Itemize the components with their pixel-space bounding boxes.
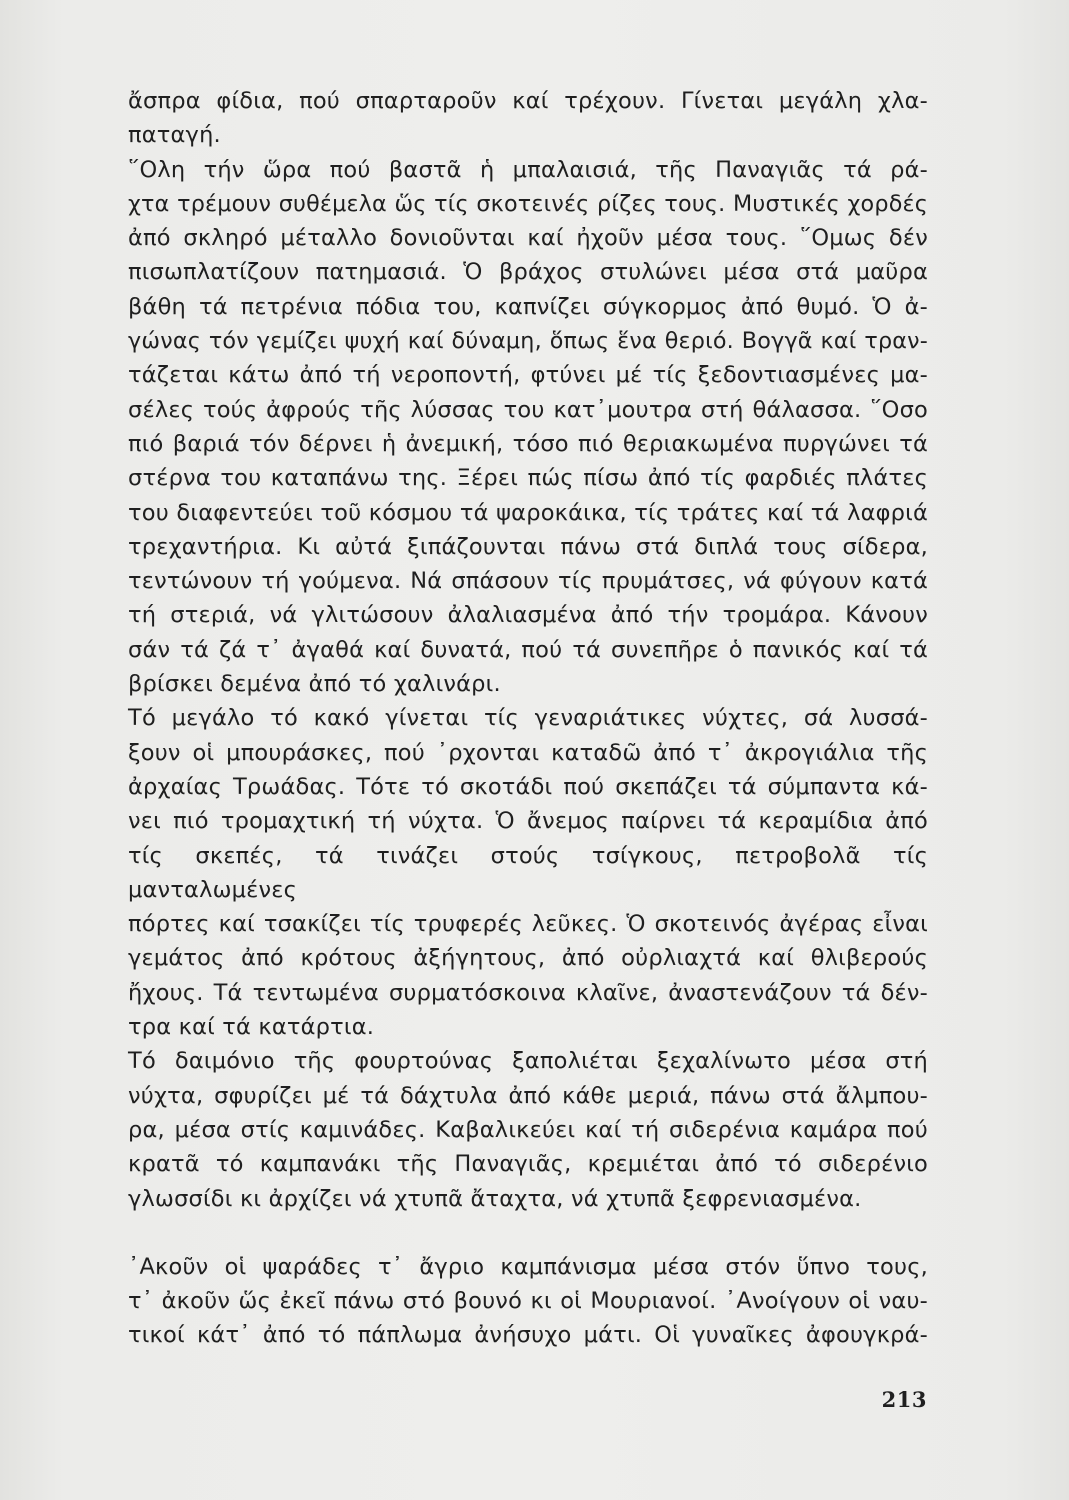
text-line: ἤχους. Τά τεντωμένα συρματόσκοινα κλαῖνε, ἀναστενάζουν τά δέν- <box>128 979 928 1006</box>
text-line: ρα, μέσα στίς καμινάδες. Καβαλικεύει καί τή σιδερένια καμάρα πού <box>128 1116 928 1143</box>
text-line: τ᾿ ἀκοῦν ὥς ἐκεῖ πάνω στό βουνό κι οἱ Μουριανοί. ᾿Ανοίγουν οἱ ναυ- <box>128 1288 928 1315</box>
text-line: γεμάτος ἀπό κρότους ἀξήγητους, ἀπό οὐρλιαχτά καί θλιβερούς <box>128 945 928 972</box>
text-line: γώνας τόν γεμίζει ψυχή καί δύναμη, ὅπως ἕνα θεριό. Βογγᾶ καί τραν- <box>128 328 928 355</box>
text-line: στέρνα του καταπάνω της. Ξέρει πώς πίσω ἀπό τίς φαρδιές πλάτες <box>128 465 928 492</box>
text-line: τρα καί τά κατάρτια. <box>128 1014 375 1041</box>
text-line: πόρτες καί τσακίζει τίς τρυφερές λεῦκες. Ὁ σκοτεινός ἀγέρας εἶναι <box>128 911 928 938</box>
text-line: ἀρχαίας Τρωάδας. Τότε τό σκοτάδι πού σκεπάζει τά σύμπαντα κά- <box>128 773 928 800</box>
text-line: παταγή. <box>128 122 221 149</box>
text-line: σέλες τούς ἀφρούς τῆς λύσσας του κατ᾿μουτρα στή θάλασσα. ῞Οσο <box>128 396 928 423</box>
text-line: Τό δαιμόνιο τῆς φουρτούνας ξαπολιέται ξεχαλίνωτο μέσα στή <box>128 1048 928 1075</box>
body-text <box>128 84 928 1353</box>
text-line: τάζεται κάτω ἀπό τή νεροποντή, φτύνει μέ τίς ξεδοντιασμένες μα- <box>128 362 928 389</box>
text-line: τικοί κάτ᾿ ἀπό τό πάπλωμα ἀνήσυχο μάτι. Οἱ γυναῖκες ἀφουγκρά- <box>128 1322 928 1349</box>
text-line: νύχτα, σφυρίζει μέ τά δάχτυλα ἀπό κάθε μεριά, πάνω στά ἄλμπου- <box>128 1082 928 1109</box>
text-line: ἄσπρα φίδια, πού σπαρταροῦν καί τρέχουν. Γίνεται μεγάλη χλα- <box>128 88 928 114</box>
text-line: ξουν οἱ μπουράσκες, πού ᾿ρχονται καταδῶ ἀπό τ᾿ ἀκρογιάλια τῆς <box>128 739 928 766</box>
text-line: τεντώνουν τή γούμενα. Νά σπάσουν τίς πρυμάτσες, νά φύγουν κατά <box>128 568 928 595</box>
paragraph-gap <box>128 1216 928 1250</box>
text-line: πιό βαριά τόν δέρνει ἡ ἀνεμική, τόσο πιό θεριακωμένα πυργώνει τά <box>128 430 928 457</box>
text-line: του διαφεντεύει τοῦ κόσμου τά ψαροκάικα, τίς τράτες καί τά λαφριά <box>128 499 928 526</box>
text-line: βάθη τά πετρένια πόδια του, καπνίζει σύγκορμος ἀπό θυμό. Ὁ ἀ- <box>128 293 928 320</box>
text-line: χτα τρέμουν συθέμελα ὥς τίς σκοτεινές ρίζες τους. Μυστικές χορδές <box>128 190 928 217</box>
page-number: 213 <box>881 1387 927 1412</box>
text-line: τή στεριά, νά γλιτώσουν ἀλαλιασμένα ἀπό τήν τρομάρα. Κάνουν <box>128 602 928 629</box>
text-line: νει πιό τρομαχτική τή νύχτα. Ὁ ἄνεμος παίρνει τά κεραμίδια ἀπό <box>128 808 928 835</box>
text-line: Τό μεγάλο τό κακό γίνεται τίς γεναριάτικες νύχτες, σά λυσσά- <box>128 705 928 732</box>
text-line: σάν τά ζά τ᾿ ἀγαθά καί δυνατά, πού τά συνεπῆρε ὁ πανικός καί τά <box>128 636 928 663</box>
text-line: πισωπλατίζουν πατημασιά. Ὁ βράχος στυλώνει μέσα στά μαῦρα <box>128 259 928 286</box>
text-line: ῞Ολη τήν ὥρα πού βαστᾶ ἡ μπαλαισιά, τῆς Παναγιᾶς τά ρά- <box>128 156 928 183</box>
text-line: κρατᾶ τό καμπανάκι τῆς Παναγιᾶς, κρεμιέται ἀπό τό σιδερένιο <box>128 1151 928 1178</box>
text-line: τρεχαντήρια. Κι αὐτά ξιπάζουνται πάνω στά διπλά τους σίδερα, <box>128 533 928 560</box>
text-line: γλωσσίδι κι ἀρχίζει νά χτυπᾶ ἄταχτα, νά χτυπᾶ ξεφρενιασμένα. <box>128 1185 862 1212</box>
text-line: τίς σκεπές, τά τινάζει στούς τσίγκους, πετροβολᾶ τίς μανταλωμένες <box>128 842 928 903</box>
text-line: ᾿Ακοῦν οἱ ψαράδες τ᾿ ἄγριο καμπάνισμα μέσα στόν ὕπνο τους, <box>128 1253 928 1280</box>
text-line: βρίσκει δεμένα ἀπό τό χαλινάρι. <box>128 671 501 698</box>
text-line: ἀπό σκληρό μέταλλο δονιοῦνται καί ἠχοῦν μέσα τους. ῞Ομως δέν <box>128 225 928 252</box>
